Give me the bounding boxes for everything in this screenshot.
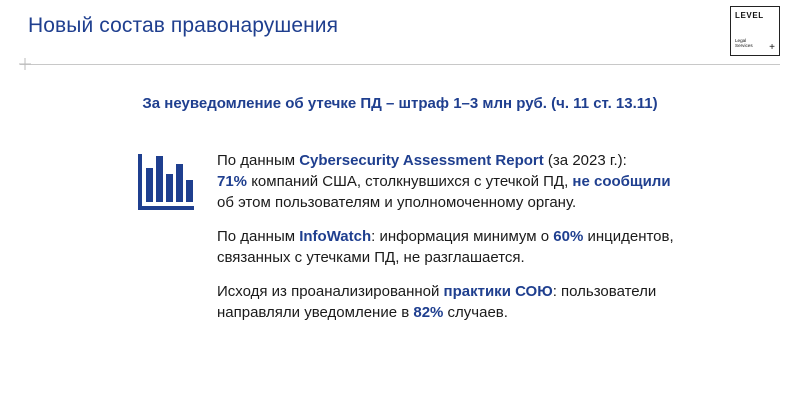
p1-prefix: По данным	[217, 152, 300, 169]
page-title: Новый состав правонарушения	[28, 14, 339, 37]
p2-prefix: По данным	[217, 228, 300, 245]
p1-source: Cybersecurity Assessment Report	[299, 152, 544, 169]
paragraph-practice	[217, 281, 717, 323]
p3-prefix: Исходя из проанализированной	[217, 283, 444, 300]
slide-subtitle: За неуведомление об утечке ПД – штраф 1–3 млн руб. (ч. 11 ст. 13.11)	[142, 95, 658, 112]
p1-ending: об этом пользователям и уполномоченному органу.	[217, 194, 577, 211]
content-block	[217, 150, 717, 336]
p3-middle: : пользователи направляли уведомление в	[217, 283, 657, 321]
p2-middle: : информация минимум о	[371, 228, 554, 245]
bar-chart-icon	[138, 154, 194, 210]
p3-percent: 82%	[413, 304, 444, 321]
paragraph-infowatch	[217, 226, 717, 268]
logo-plus: +	[769, 42, 775, 53]
p1-year: (за 2023 г.):	[543, 152, 627, 169]
level-logo	[730, 6, 780, 56]
logo-subtext: Legal Services	[735, 38, 753, 48]
p1-percent: 71%	[217, 173, 248, 190]
title-divider	[20, 64, 780, 65]
p2-source: InfoWatch	[299, 228, 372, 245]
paragraph-cybersecurity	[217, 150, 717, 213]
logo-wordmark: LEVEL	[735, 11, 764, 20]
p3-ending: случаев.	[443, 304, 508, 321]
p2-percent: 60%	[553, 228, 584, 245]
p2-ending: инцидентов, связанных с утечками ПД, не разглашается.	[217, 228, 674, 266]
p3-source: практики СОЮ	[443, 283, 553, 300]
p1-emphasis: не сообщили	[572, 173, 671, 190]
p1-middle: компаний США, столкнувшихся с утечкой ПД,	[247, 173, 573, 190]
crosshair-icon	[19, 58, 31, 70]
